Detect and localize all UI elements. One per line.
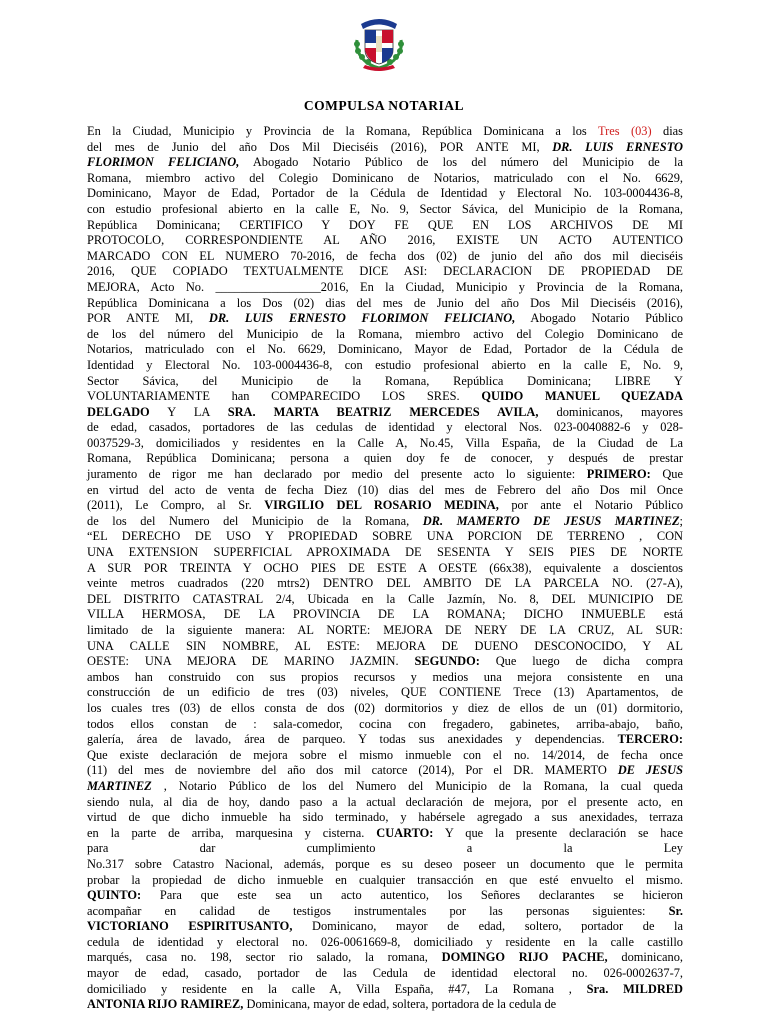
text-segment: (11) del mes de noviembre del año dos mil catorce (2014), Por el DR. MAMERTO bbox=[87, 763, 618, 778]
text-segment: siendo nula, al dia de hoy, dando paso a la actual declaración de mejora, por el presente acto, en bbox=[87, 794, 683, 809]
text-segment: 0037529-3, domiciliados y residentes en la Calle A, No.45, Villa España, de la Ciudad de La bbox=[87, 435, 683, 450]
text-segment: probar la propiedad de dicho inmueble en cualquier transacción en que esté envuelto el mismo. bbox=[87, 872, 683, 887]
text-line bbox=[87, 405, 683, 421]
text-segment: Dominicano, Mayor de Edad, Portador de la Cédula de Identidad y Electoral No. 103-0004436-8, bbox=[87, 186, 683, 201]
text-line bbox=[87, 140, 683, 156]
text-segment: de los del Numero del Municipio de la Romana, bbox=[87, 513, 423, 528]
text-line bbox=[87, 763, 683, 779]
text-segment: Identidad y Electoral No. 103-0004436-8, con estudio profesional abierto en la calle E, No. 9, bbox=[87, 357, 683, 372]
text-segment: “EL DERECHO DE USO Y PROPIEDAD SOBRE UNA PORCION DE TERRENO , CON bbox=[87, 529, 683, 544]
text-line bbox=[87, 280, 683, 296]
text-line bbox=[87, 857, 683, 873]
text-line bbox=[87, 420, 683, 436]
text-segment: POR ANTE MI, bbox=[87, 311, 209, 326]
text-line bbox=[87, 935, 683, 951]
text-line bbox=[87, 639, 683, 655]
text-line bbox=[87, 514, 683, 530]
text-segment: Tres (03) bbox=[597, 124, 652, 138]
text-line bbox=[87, 467, 683, 483]
text-line bbox=[87, 904, 683, 920]
text-line bbox=[87, 389, 683, 405]
text-segment: 2016, QUE COPIADO TEXTUALMENTE DICE ASI: DECLARACION DE PROPIEDAD DE bbox=[87, 264, 683, 279]
text-segment: DE JESUS bbox=[617, 763, 683, 778]
text-segment: construcción de un edificio de tres (03) niveles, QUE CONTIENE Trece (13) Apartamentos, de bbox=[87, 685, 683, 700]
text-segment: DR. LUIS ERNESTO bbox=[552, 139, 683, 154]
text-segment: con estudio profesional abierto en la calle E, No. 9, Sector Sávica, del Municipio de la Romana, bbox=[87, 201, 683, 216]
text-line bbox=[87, 233, 683, 249]
text-segment: República Dominicana; CERTIFICO Y DOY FE QUE EN LOS ARCHIVOS DE MI bbox=[87, 217, 683, 232]
text-line bbox=[87, 296, 683, 312]
text-segment: mayor de edad, casado, portador de las Cedula de identidad electoral no. 026-0002637-7, bbox=[87, 966, 683, 981]
text-segment: para dar cumplimiento a la Ley bbox=[87, 841, 683, 856]
text-segment: Y LA bbox=[149, 404, 228, 419]
text-line bbox=[87, 342, 683, 358]
text-segment: VICTORIANO ESPIRITUSANTO, bbox=[87, 919, 293, 934]
text-line bbox=[87, 841, 683, 857]
text-segment: República Dominicana a los Dos (02) dias del mes de Junio del año Dos Mil Dieciséis (2016), bbox=[87, 295, 683, 310]
text-segment: FLORIMON FELICIANO, bbox=[87, 155, 240, 170]
text-segment: ANTONIA RIJO RAMIREZ, bbox=[87, 997, 244, 1012]
text-segment: TERCERO: bbox=[617, 732, 683, 747]
text-segment: de los del número del Municipio de la Romana, miembro activo del Colegio Dominicano de bbox=[87, 326, 683, 341]
text-segment: , Notario Público de los del Numero del Municipio de la Romana, la cual queda bbox=[151, 778, 683, 793]
text-line bbox=[87, 186, 683, 202]
text-segment: Notarios, matriculado con el No. 6629, Dominicano, Mayor de Edad, Portador de la Cédula de bbox=[87, 342, 683, 357]
text-segment: ambos han construido con sus propios recursos y medios una mejora consistente en una bbox=[87, 669, 683, 684]
text-segment: veinte metros cuadrados (220 mtrs2) DENTRO DEL AMBITO DE LA PARCELA NO. (27-A), bbox=[87, 576, 683, 591]
text-segment: en virtud del acto de venta de fecha Diez (10) dias del mes de Febrero del año Dos mil Once bbox=[87, 482, 683, 497]
text-segment: DR. LUIS ERNESTO FLORIMON FELICIANO, bbox=[208, 311, 516, 326]
text-segment: QUINTO: bbox=[87, 888, 142, 903]
text-line bbox=[87, 576, 683, 592]
text-segment: cedula de identidad y electoral no. 026-0061669-8, domiciliado y residente en la calle castillo bbox=[87, 934, 683, 949]
text-line bbox=[87, 498, 683, 514]
text-segment: los cuales tres (03) de ellos consta de dos (02) dormitorios y diez de ellos de un (01) dormitorio, bbox=[87, 700, 683, 715]
text-segment: QUIDO MANUEL QUEZADA bbox=[481, 389, 683, 404]
coat-of-arms-icon bbox=[347, 10, 411, 74]
text-segment: CUARTO: bbox=[376, 825, 434, 840]
text-segment: SRA. MARTA BEATRIZ MERCEDES AVILA, bbox=[227, 404, 539, 419]
text-segment: Dominicano, mayor de edad, soltero, portador de la bbox=[292, 919, 684, 934]
text-segment: DEL DISTRITO CATASTRAL 2/4, Ubicada en la Calle Jazmín, No. 8, DEL MUNICIPIO DE bbox=[87, 591, 683, 606]
text-segment: UNA CALLE SIN NOMBRE, AL ESTE: MEJORA DE DUENO DESCONOCIDO, Y AL bbox=[87, 638, 683, 653]
text-segment: Dominicana, mayor de edad, soltera, portadora de la cedula de bbox=[243, 997, 557, 1012]
text-line bbox=[87, 779, 683, 795]
text-line bbox=[87, 124, 683, 140]
text-line bbox=[87, 451, 683, 467]
text-segment: todos ellos constan de : sala-comedor, cocina con fregadero, gabinetes, arriba-abajo, baño, bbox=[87, 716, 683, 731]
text-segment: Que luego de dicha compra bbox=[479, 654, 684, 669]
text-line bbox=[87, 919, 683, 935]
text-segment: galería, área de lavado, área de parqueo. Y todas sus anexidades y dependencias. bbox=[87, 732, 618, 747]
text-line bbox=[87, 561, 683, 577]
text-segment: MARCADO CON EL NUMERO 70-2016, de fecha dos (02) de junio del año dos mil dieciséis bbox=[87, 248, 683, 263]
text-segment: dias bbox=[651, 124, 683, 138]
text-segment: DR. MAMERTO DE JESUS MARTINEZ bbox=[422, 513, 680, 528]
text-line bbox=[87, 529, 683, 545]
text-segment: limitado de la siguiente manera: AL NORTE: MEJORA DE NERY DE LA CRUZ, AL SUR: bbox=[87, 623, 683, 637]
text-line bbox=[87, 748, 683, 764]
text-line bbox=[87, 436, 683, 452]
text-segment: marqués, casa no. 198, sector rio salado, la romana, bbox=[87, 950, 442, 965]
text-segment: VIRGILIO DEL ROSARIO MEDINA, bbox=[264, 498, 499, 513]
text-line bbox=[87, 155, 683, 171]
text-segment: Que existe declaración de mejora sobre el mismo inmueble con el no. 14/2014, de fecha once bbox=[87, 747, 683, 762]
text-line bbox=[87, 483, 683, 499]
text-line bbox=[87, 873, 683, 889]
text-segment: en la parte de arriba, marquesina y cisterna. bbox=[87, 825, 377, 840]
text-line bbox=[87, 826, 683, 842]
text-segment: Abogado Notario Público de los del número del Municipio de la bbox=[239, 155, 683, 170]
text-segment: por ante el Notario Público bbox=[498, 498, 684, 513]
text-segment: dominicanos, mayores bbox=[538, 404, 683, 419]
text-segment: UNA EXTENSION SUPERFICIAL APROXIMADA DE SESENTA Y SEIS PIES DE NORTE bbox=[87, 545, 683, 560]
text-line bbox=[87, 592, 683, 608]
text-line bbox=[87, 732, 683, 748]
text-line bbox=[87, 685, 683, 701]
text-segment: Que bbox=[650, 467, 683, 482]
text-segment: Sr. bbox=[668, 903, 683, 918]
text-segment: En la Ciudad, Municipio y Provincia de la Romana, República Dominicana a los bbox=[87, 124, 598, 138]
text-line bbox=[87, 327, 683, 343]
text-segment: virtud de que dicho inmueble ha sido terminado, y habérsele agregado a sus anexidades, terraza bbox=[87, 810, 683, 825]
text-line bbox=[87, 717, 683, 733]
text-segment: Sra. MILDRED bbox=[586, 981, 683, 996]
text-line bbox=[87, 997, 683, 1013]
text-segment: SEGUNDO: bbox=[414, 654, 480, 669]
document-title: COMPULSA NOTARIAL bbox=[303, 98, 465, 113]
text-segment: dominicano, bbox=[607, 950, 683, 965]
text-segment: No.317 sobre Catastro Nacional, además, porque es su deseo poseer un documento que le permita bbox=[87, 856, 683, 871]
text-segment: Sector Sávica, del Municipio de la Romana, República Dominicana; LIBRE Y bbox=[87, 373, 683, 388]
text-segment: A SUR POR TREINTA Y OCHO PIES DE ESTE A OESTE (66x38), equivalente a doscientos bbox=[87, 560, 683, 575]
text-segment: VOLUNTARIAMENTE han COMPARECIDO LOS SRES. bbox=[87, 389, 482, 404]
text-line bbox=[87, 982, 683, 998]
text-line bbox=[87, 623, 683, 639]
text-line bbox=[87, 654, 683, 670]
text-line bbox=[87, 966, 683, 982]
text-segment: PRIMERO: bbox=[586, 467, 651, 482]
text-segment: Romana, República Dominicana; persona a quien doy fe de conocer, y después de prestar bbox=[87, 451, 683, 466]
text-segment: juramento de rigor me han declarado por medio del presente acto lo siguiente: bbox=[87, 467, 587, 482]
text-segment: (2011), Le Compro, al Sr. bbox=[87, 498, 265, 513]
text-segment: MARTINEZ bbox=[87, 778, 152, 793]
text-line bbox=[87, 311, 683, 327]
text-line bbox=[87, 264, 683, 280]
text-segment: del mes de Junio del año Dos Mil Dieciséis (2016), POR ANTE MI, bbox=[87, 139, 553, 154]
text-segment: ; bbox=[679, 513, 683, 528]
text-segment: Y que la presente declaración se hace bbox=[433, 825, 683, 840]
text-line bbox=[87, 888, 683, 904]
text-segment: DELGADO bbox=[87, 404, 150, 419]
text-segment: domiciliado y residente en la calle A, Villa España, #47, La Romana , bbox=[87, 981, 587, 996]
text-segment: Abogado Notario Público bbox=[515, 311, 683, 326]
text-segment: acompañar en calidad de testigos instrumentales por las personas siguientes: bbox=[87, 903, 669, 918]
text-segment: Romana, miembro activo del Colegio Dominicano de Notarios, matriculado con el No. 6629, bbox=[87, 170, 683, 185]
text-line bbox=[87, 795, 683, 811]
text-segment: Para que este sea un acto autentico, los Señores declarantes se hicieron bbox=[141, 888, 683, 903]
text-line bbox=[87, 218, 683, 234]
text-line bbox=[87, 607, 683, 623]
text-line bbox=[87, 374, 683, 390]
text-segment: PROTOCOLO, CORRESPONDIENTE AL AÑO 2016, EXISTE UN ACTO AUTENTICO bbox=[87, 233, 683, 248]
text-line bbox=[87, 950, 683, 966]
text-segment: DOMINGO RIJO PACHE, bbox=[441, 950, 608, 965]
text-segment: OESTE: UNA MEJORA DE MARINO JAZMIN. bbox=[87, 654, 415, 669]
text-line bbox=[87, 358, 683, 374]
text-line bbox=[87, 701, 683, 717]
text-line bbox=[87, 670, 683, 686]
text-line bbox=[87, 249, 683, 265]
text-line bbox=[87, 810, 683, 826]
text-line bbox=[87, 171, 683, 187]
text-segment: VILLA HERMOSA, DE LA PROVINCIA DE LA ROMANA; DICHO INMUEBLE está bbox=[87, 607, 683, 622]
text-segment: MEJORA, Acto No. _________________2016, En la Ciudad, Municipio y Provincia de la Romana, bbox=[87, 279, 683, 294]
text-segment: de edad, casados, portadores de las cedulas de identidad y electoral Nos. 023-0040882-6 y 028- bbox=[87, 420, 683, 435]
document-body bbox=[87, 124, 683, 1013]
text-line bbox=[87, 545, 683, 561]
text-line bbox=[87, 202, 683, 218]
